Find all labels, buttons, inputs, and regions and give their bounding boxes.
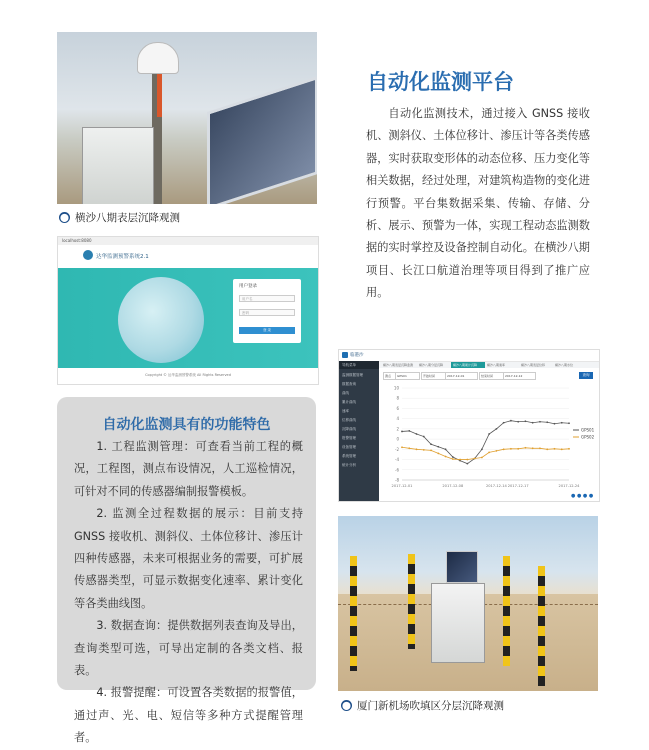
chart-x-tick-label: 2017-12-01 [391, 484, 413, 488]
chart-y-tick-label: 0 [396, 436, 399, 442]
chart-point [416, 433, 418, 435]
warning-post [350, 556, 357, 671]
sidebar-item[interactable]: 累计曲线 [342, 400, 356, 404]
chart-point [525, 447, 527, 449]
globe-illustration-icon [118, 277, 204, 363]
tab-item[interactable]: 横沙八期表层位移 [521, 363, 546, 367]
chart-point [488, 452, 490, 454]
chart-point [437, 453, 439, 455]
chart-point [495, 428, 497, 430]
sidebar-item[interactable]: 曲线 [342, 391, 349, 395]
chart-point [503, 422, 505, 424]
feature-item: 3. 数据查询：提供数据列表查询及导出，查询类型可选，可导出定制的各类文档、报表。 [74, 619, 303, 678]
chart-point [474, 458, 476, 460]
dashboard-screenshot [338, 349, 600, 502]
sidebar-item[interactable]: 沉降曲线 [342, 427, 356, 431]
sidebar-item[interactable]: 报警管理 [342, 436, 356, 440]
start-date-input[interactable]: 2017-12-01 [445, 372, 478, 380]
warning-post [538, 566, 545, 686]
chart-x-tick-label: 2017-12-17 [507, 484, 529, 488]
chart-series-line [402, 421, 569, 464]
chart-point [488, 433, 490, 435]
chart-y-tick-label: 4 [396, 416, 399, 422]
browser-url: localhost:8080 [62, 238, 92, 243]
query-button[interactable]: 查询 [579, 372, 593, 379]
chart-point [539, 421, 541, 423]
chart-point [532, 447, 534, 449]
chart-x-tick-label: 2017-12-08 [442, 484, 464, 488]
system-title: 达华监测预警系统2.1 [96, 254, 149, 260]
sidebar-item[interactable]: 数据查询 [342, 382, 356, 386]
equipment-cabinet [82, 127, 154, 204]
solar-panel [207, 76, 317, 204]
feature-item: 2. 监测全过程数据的展示：目前支持 GNSS 接收机、测斜仪、土体位移计、渗压计四种传感器，未来可根据业务的需要，可扩展传感器类型，可显示数据变化速率、累计变化等各类曲线图。 [74, 507, 303, 610]
chart-point [525, 420, 527, 422]
sidebar-item[interactable]: 位移曲线 [342, 418, 356, 422]
sidebar-item[interactable]: 监测数据管理 [342, 373, 363, 377]
chart-x-tick-label: 2017-12-24 [558, 484, 580, 488]
chart-point [437, 446, 439, 448]
chart-y-tick-label: -6 [395, 467, 399, 473]
username-field[interactable]: 用户名 [239, 295, 295, 302]
tab-item[interactable]: 横沙八期表层沉降监测 [383, 363, 414, 367]
end-date-input[interactable]: 2017-12-12 [503, 372, 536, 380]
chart-y-tick-label: -8 [395, 477, 399, 483]
chart-point [546, 421, 548, 423]
tab-item[interactable]: 横沙八期水位 [555, 363, 574, 367]
chart-point [532, 422, 534, 424]
toolbar-label: 开始时间 [421, 372, 446, 380]
photo-xiamen-layered-settlement [338, 516, 598, 691]
chart-point [561, 448, 563, 450]
photo-hengsha-surface-settlement [57, 32, 317, 204]
password-field[interactable]: 密码 [239, 309, 295, 316]
toolbar-label: 结束时间 [479, 372, 504, 380]
chart-point [401, 431, 403, 433]
feature-title: 自动化监测具有的功能特色 [102, 417, 271, 433]
sidebar-item[interactable]: 速率 [342, 409, 349, 413]
dashboard-brand: 临港沙 [350, 353, 364, 358]
point-select[interactable]: GPS01 [395, 372, 420, 380]
chart-point [445, 448, 447, 450]
tab-item[interactable]: 横沙八期速率 [487, 363, 506, 367]
chart-point [430, 449, 432, 451]
chart-point [466, 459, 468, 461]
caption-photo1: 横沙八期表层沉降观测 [75, 212, 180, 224]
intro-paragraph: 自动化监测技术，通过接入 GNSS 接收机、测斜仪、土体位移计、渗压计等各类传感器，实时获取变形体的动态位移、压力变化等相关数据，经过处理，对建筑构造物的变化进行预警。平台集数据采集、传输、存储、分析、展示、预警为一体，实现工程动态监测数据的实时掌控及设备控制自动化。在横沙八期项目、长江口航道治理等项目得到了推广应用。 [366, 107, 590, 300]
chart-point [481, 457, 483, 459]
caption-marker-icon: ⬤ [342, 701, 351, 710]
feature-list [74, 436, 303, 750]
sidebar-item[interactable]: 设备管理 [342, 445, 356, 449]
chart-y-tick-label: -4 [395, 457, 399, 463]
chart-y-tick-label: 8 [396, 395, 399, 401]
warning-post [408, 554, 415, 649]
chart-point [495, 450, 497, 452]
login-button[interactable]: 登 录 [239, 327, 295, 334]
caption-photo4: 厦门新机场吹填区分层沉降观测 [357, 700, 504, 712]
tab-item[interactable]: 横沙八期分层沉降 [419, 363, 444, 367]
sidebar-item[interactable]: 导航菜单 [342, 363, 356, 367]
cable [157, 72, 162, 117]
warning-post [503, 556, 510, 666]
chart-point [546, 448, 548, 450]
chart-point [445, 456, 447, 458]
chart-y-tick-label: 2 [396, 426, 399, 432]
chart-point [401, 446, 403, 448]
solar-panel [446, 551, 478, 583]
chart-y-tick-label: 6 [396, 405, 399, 411]
feature-item: 4. 报警提醒：可设置各类数据的报警值，通过声、光、电、短信等多种方式提醒管理者。 [74, 686, 303, 745]
chart-point [452, 458, 454, 460]
chart-point [554, 448, 556, 450]
feature-item: 1. 工程监测管理：可查看当前工程的概况，工程图，测点布设情况，人工巡检情况，可针对不同的传感器编制报警模板。 [74, 440, 303, 498]
chart-point [568, 448, 570, 450]
chart-point [568, 422, 570, 424]
chart-point [510, 420, 512, 422]
chart-point [503, 448, 505, 450]
settlement-line-chart [384, 382, 596, 494]
chart-tool-icons[interactable]: ● ● ● ● [571, 493, 594, 499]
tab-item-active[interactable]: 横沙八期累计沉降 [451, 362, 485, 368]
toolbar-label: 测点 [383, 372, 396, 380]
chart-legend-label: GPS02 [581, 434, 595, 440]
chart-point [517, 421, 519, 423]
equipment-cabinet [431, 583, 485, 663]
login-title: 用户登录 [239, 284, 257, 289]
sidebar-item[interactable]: 系统管理 [342, 454, 356, 458]
page-title: 自动化监测平台 [367, 70, 514, 94]
chart-point [452, 456, 454, 458]
chart-point [430, 443, 432, 445]
chart-y-tick-label: -2 [395, 446, 399, 452]
chart-legend-label: GPS01 [581, 427, 595, 433]
chart-point [416, 448, 418, 450]
chart-point [423, 449, 425, 451]
chart-point [408, 430, 410, 432]
chart-point [510, 448, 512, 450]
chart-point [459, 459, 461, 461]
login-footer: Copyright © 达华监测预警系统 All Rights Reserved [145, 373, 231, 377]
chart-point [539, 447, 541, 449]
chart-point [408, 447, 410, 449]
chart-point [517, 448, 519, 450]
chart-x-tick-label: 2017-12-14 [485, 484, 507, 488]
chart-point [481, 448, 483, 450]
login-screenshot [57, 236, 319, 385]
caption-marker-icon: ⬤ [60, 213, 69, 222]
chart-point [554, 423, 556, 425]
chart-point [466, 463, 468, 465]
chart-y-tick-label: 10 [393, 385, 399, 391]
system-logo-icon [83, 250, 93, 260]
chart-point [561, 422, 563, 424]
chart-point [423, 436, 425, 438]
sidebar-item[interactable]: 统计分析 [342, 463, 356, 467]
dashboard-logo-icon [342, 352, 348, 358]
gnss-antenna-dome [137, 42, 179, 74]
